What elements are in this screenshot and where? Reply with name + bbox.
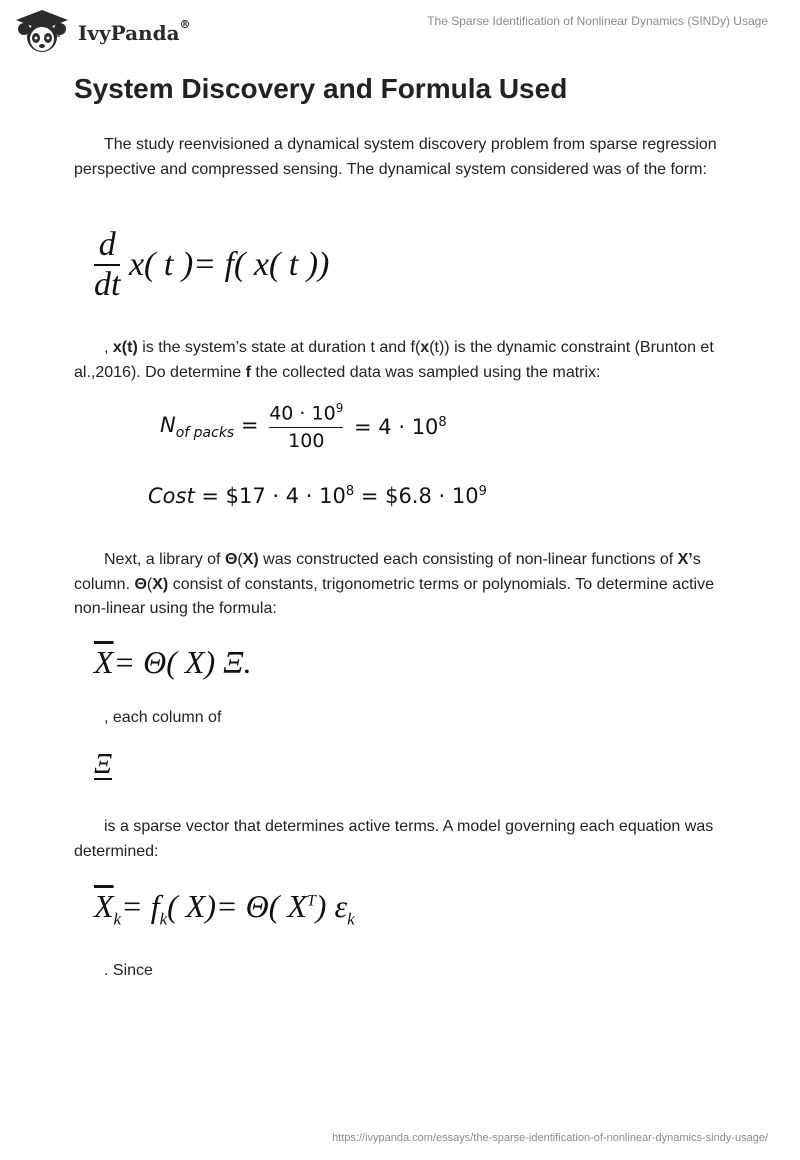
bold-term: Θ: [134, 575, 147, 593]
brand-name: [78, 18, 191, 45]
panda-graduate-icon: [14, 8, 70, 54]
paragraph-library: [74, 548, 730, 622]
theta-symbol: Θ: [245, 888, 269, 924]
derivative-fraction: [94, 228, 120, 302]
ivypanda-logo[interactable]: [14, 8, 194, 54]
fraction-denominator: dt: [94, 266, 121, 303]
paragraph-since: . Since: [104, 962, 153, 979]
exponent: 9: [335, 401, 344, 415]
argument: ( X: [268, 888, 307, 924]
section-heading: System Discovery and Formula Used: [74, 73, 568, 104]
paragraph-intro: The study reenvisioned a dynamical system discovery problem from sparse regression perspective and compressed sensing. The dynamical system considered was of the form:: [74, 136, 717, 178]
superscript-t: T: [306, 892, 316, 910]
x-dot: $\overline{X}$: [94, 888, 114, 924]
equation-rhs: [354, 415, 447, 439]
rhs-text: = 4 · 10: [354, 414, 439, 439]
packs-fraction: [269, 402, 343, 451]
fraction-bar: [269, 427, 343, 428]
exponent: 8: [345, 484, 355, 499]
paragraph-state: [74, 336, 730, 385]
subscript-k: k: [159, 909, 168, 929]
source-url[interactable]: https://ivypanda.com/essays/the-sparse-identification-of-nonlinear-dynamics-sindy-usage/: [332, 1132, 768, 1144]
bold-term: x: [420, 339, 430, 356]
equals: =: [113, 644, 144, 680]
variable-n: N: [160, 412, 176, 437]
period: .: [243, 644, 252, 680]
bold-term: x(t): [112, 339, 138, 356]
equation-library-formula: [94, 644, 252, 681]
equation-cost: [148, 484, 487, 508]
subscript: of packs: [175, 424, 235, 441]
exponent: 8: [438, 414, 447, 430]
text: (t)) is the dynamic constraint (Brunton et al.,2016). Do determine: [74, 339, 714, 381]
bold-term: X): [242, 551, 259, 568]
x-dot: $\overline{X}$: [94, 644, 114, 680]
equals-f: = f: [121, 888, 160, 924]
paragraph-each-column: , each column of: [104, 709, 222, 726]
fraction-denominator: 100: [288, 430, 325, 453]
subscript-k: k: [113, 909, 122, 929]
subscript-k: k: [347, 909, 355, 929]
argument: ( X): [166, 644, 224, 680]
text: ,: [104, 339, 113, 356]
cost-result: = $6.8 · 10: [354, 484, 479, 508]
text: Next, a library of: [104, 551, 225, 568]
paragraph-sparse-vector: is a sparse vector that determines active terms. A model governing each equation was determined:: [74, 818, 714, 860]
cost-rhs: = $17 · 4 · 10: [194, 484, 346, 508]
text: (: [146, 575, 153, 593]
paren-x: ( X)=: [167, 888, 246, 924]
text: (: [237, 551, 243, 568]
text: is the system’s state at duration t and f(: [137, 339, 421, 356]
text: the collected data was sampled using the matrix:: [250, 363, 601, 381]
text: s column.: [74, 551, 701, 593]
equation-lhs: [160, 412, 259, 441]
theta-symbol: Θ: [143, 644, 167, 680]
numerator-text: 40 · 10: [269, 402, 336, 425]
registered-mark: ®: [179, 18, 191, 32]
xi-symbol: Ξ: [223, 644, 244, 680]
text: was constructed each consisting of non-linear functions of: [258, 551, 678, 568]
equation-dynamical-system: [94, 228, 329, 302]
equation-xi: [94, 749, 112, 780]
page-header: [0, 0, 800, 62]
equation-number-of-packs: [160, 402, 447, 451]
fraction-numerator: d: [98, 226, 116, 263]
bold-term: X): [152, 575, 169, 593]
xi-symbol: Ξ: [94, 749, 112, 780]
cost-label: Cost: [148, 484, 195, 508]
fraction-numerator: [269, 402, 343, 423]
text: consist of constants, trigonometric terms or polynomials. To determine active non-linear using the formula:: [74, 575, 714, 617]
exponent: 9: [478, 484, 487, 499]
bold-term: X’: [677, 551, 693, 568]
bold-term: f: [245, 363, 251, 381]
equation-rhs: x( t )= f( x( t )): [128, 246, 330, 283]
close-paren: ): [315, 888, 335, 924]
equals-sign: =: [240, 412, 259, 437]
brand-text: IvyPanda: [78, 21, 180, 45]
epsilon-symbol: ε: [334, 888, 348, 924]
equation-model: [94, 888, 355, 929]
document-title: The Sparse Identification of Nonlinear Dynamics (SINDy) Usage: [427, 14, 768, 28]
bold-term: Θ: [224, 551, 238, 568]
